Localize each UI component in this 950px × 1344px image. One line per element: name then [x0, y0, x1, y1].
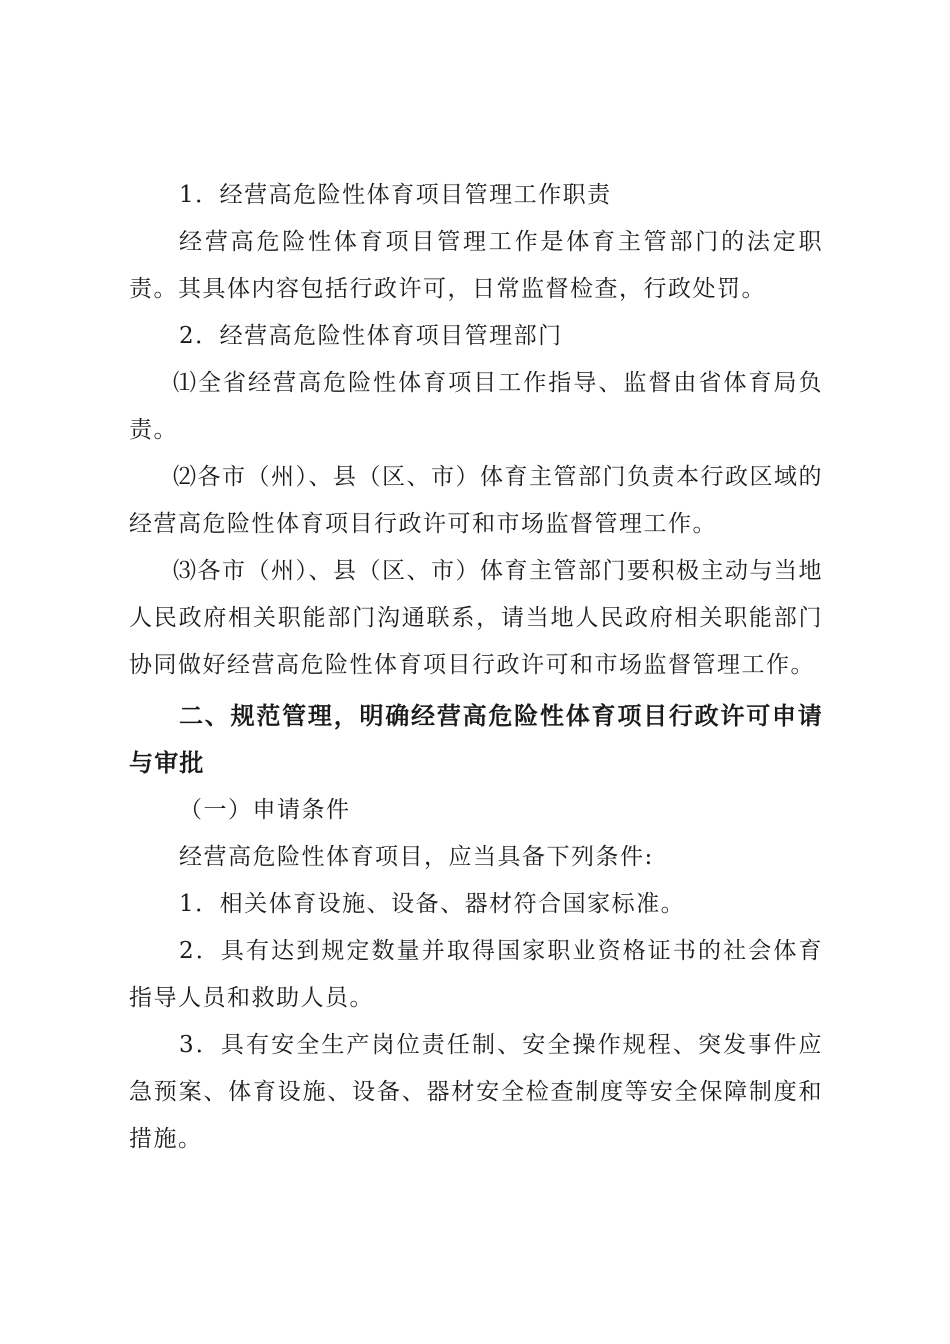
item-2-title: 2．经营高危险性体育项目管理部门 — [179, 323, 563, 349]
document-body — [129, 172, 823, 1163]
item-2-point-3: ⑶各市（州）、县（区、市）体育主管部门要积极主动与当地人民政府相关职能部门沟通联系，请当地人民政府相关职能部门协同做好经营高危险性体育项目行政许可和市场监督管理工作。 — [129, 558, 823, 678]
condition-2: 2．具有达到规定数量并取得国家职业资格证书的社会体育指导人员和救助人员。 — [129, 938, 823, 1011]
item-1-paragraph: 经营高危险性体育项目管理工作是体育主管部门的法定职责。其具体内容包括行政许可，日常监督检查，行政处罚。 — [129, 229, 823, 302]
item-2-point-2: ⑵各市（州）、县（区、市）体育主管部门负责本行政区域的经营高危险性体育项目行政许可和市场监督管理工作。 — [129, 464, 823, 537]
subsection-1-heading: （一）申请条件 — [179, 797, 351, 823]
item-2-point-1: ⑴全省经营高危险性体育项目工作指导、监督由省体育局负责。 — [129, 370, 823, 443]
condition-1: 1．相关体育设施、设备、器材符合国家标准。 — [179, 891, 686, 917]
conditions-intro: 经营高危险性体育项目，应当具备下列条件: — [179, 844, 654, 870]
section-2-heading: 二、规范管理，明确经营高危险性体育项目行政许可申请与审批 — [129, 702, 823, 777]
item-1-title: 1．经营高危险性体育项目管理工作职责 — [179, 182, 612, 208]
condition-3: 3．具有安全生产岗位责任制、安全操作规程、突发事件应急预案、体育设施、设备、器材安全检查制度等安全保障制度和措施。 — [129, 1032, 823, 1152]
